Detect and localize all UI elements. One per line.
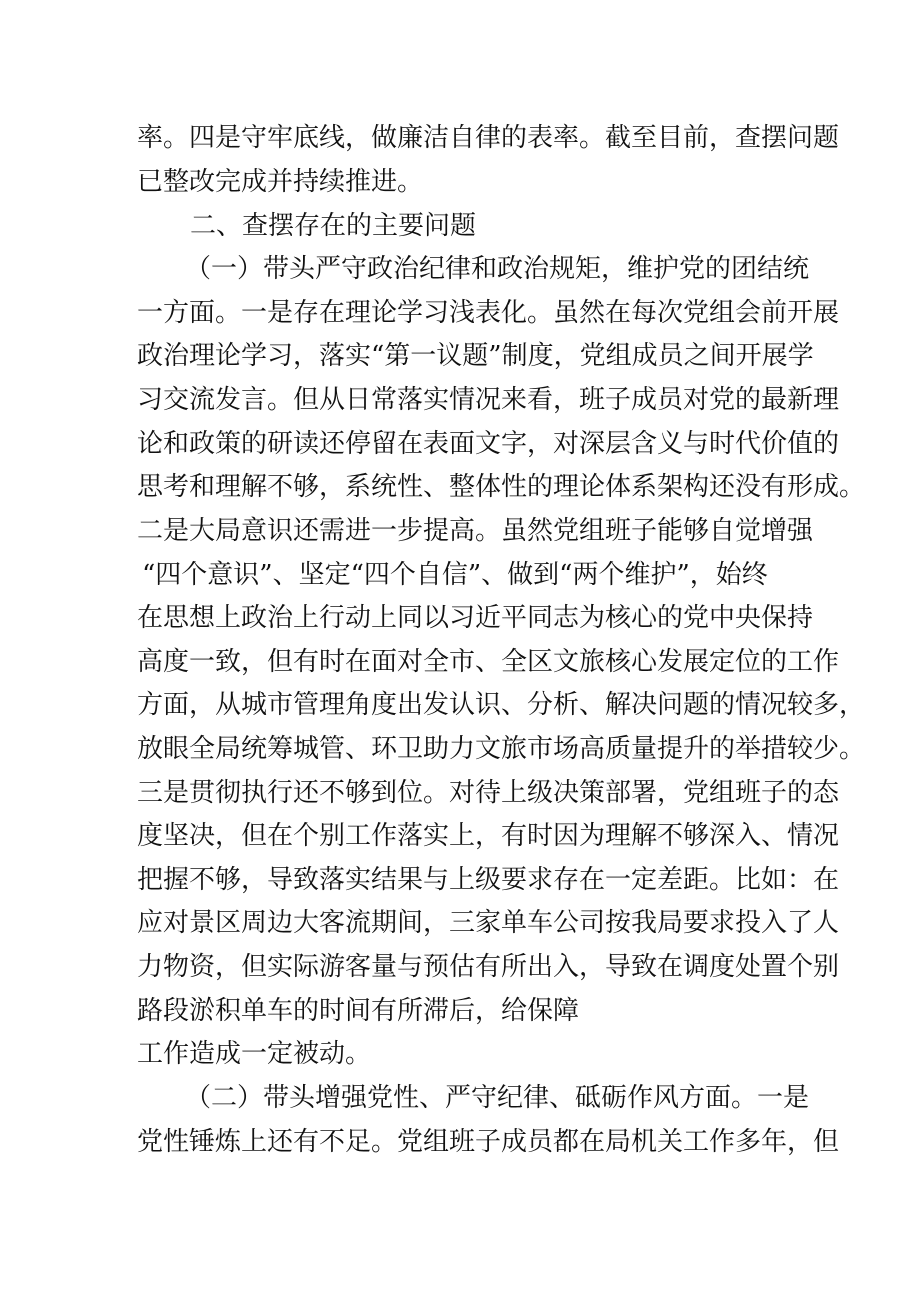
text-line-13: 高度一致，但有时在面对全市、全区文旅核心发展定位的工作 [137, 647, 840, 677]
text-line-18: 把握不够，导致落实结果与上级要求存在一定差距。比如：在 [137, 865, 840, 895]
section-heading: 二、查摆存在的主要问题 [190, 211, 477, 241]
text-line-19: 应对景区周边大客流期间，三家单车公司按我局要求投入了人 [137, 908, 840, 938]
text-line-7: 习交流发言。但从日常落实情况来看，班子成员对党的最新理 [137, 385, 840, 415]
text-line-24: 党性锤炼上还有不足。党组班子成员都在局机关工作多年，但 [137, 1127, 840, 1157]
text-line-11: “四个意识”、坚定“四个自信”、做到“两个维护”，始终 [142, 560, 768, 590]
subsection-heading-1: （一）带头严守政治纪律和政治规矩，维护党的团结统 [185, 254, 810, 284]
text-line-21: 路段淤积单车的时间有所滞后，给保障 [137, 996, 580, 1026]
text-line-16: 三是贯彻执行还不够到位。对待上级决策部署，党组班子的态 [137, 778, 840, 808]
text-line-10: 二是大局意识还需进一步提高。虽然党组班子能够自觉增强 [137, 516, 814, 546]
text-line-20: 力物资，但实际游客量与预估有所出入，导致在调度处置个别 [137, 952, 840, 982]
text-line-8: 论和政策的研读还停留在表面文字，对深层含义与时代价值的 [137, 429, 840, 459]
text-line-2: 已整改完成并持续推进。 [137, 167, 424, 197]
text-line-12: 在思想上政治上行动上同以习近平同志为核心的党中央保持 [137, 603, 814, 633]
text-line-17: 度坚决，但在个别工作落实上，有时因为理解不够深入、情况 [137, 821, 840, 851]
text-line-5: 一方面。一是存在理论学习浅表化。虽然在每次党组会前开展 [137, 298, 840, 328]
text-line-22: 工作造成一定被动。 [137, 1039, 372, 1069]
subsection-heading-2: （二）带头增强党性、严守纪律、砥砺作风方面。一是 [185, 1083, 810, 1113]
text-line-6: 政治理论学习，落实“第一议题”制度，党组成员之间开展学 [137, 341, 814, 371]
text-line-1: 率。四是守牢底线，做廉洁自律的表率。截至目前，查摆问题 [137, 123, 840, 153]
text-line-15: 放眼全局统筹城管、环卫助力文旅市场高质量提升的举措较少。 [137, 734, 866, 764]
text-line-9: 思考和理解不够，系统性、整体性的理论体系架构还没有形成。 [137, 472, 866, 502]
text-line-14: 方面，从城市管理角度出发认识、分析、解决问题的情况较多， [137, 690, 866, 720]
